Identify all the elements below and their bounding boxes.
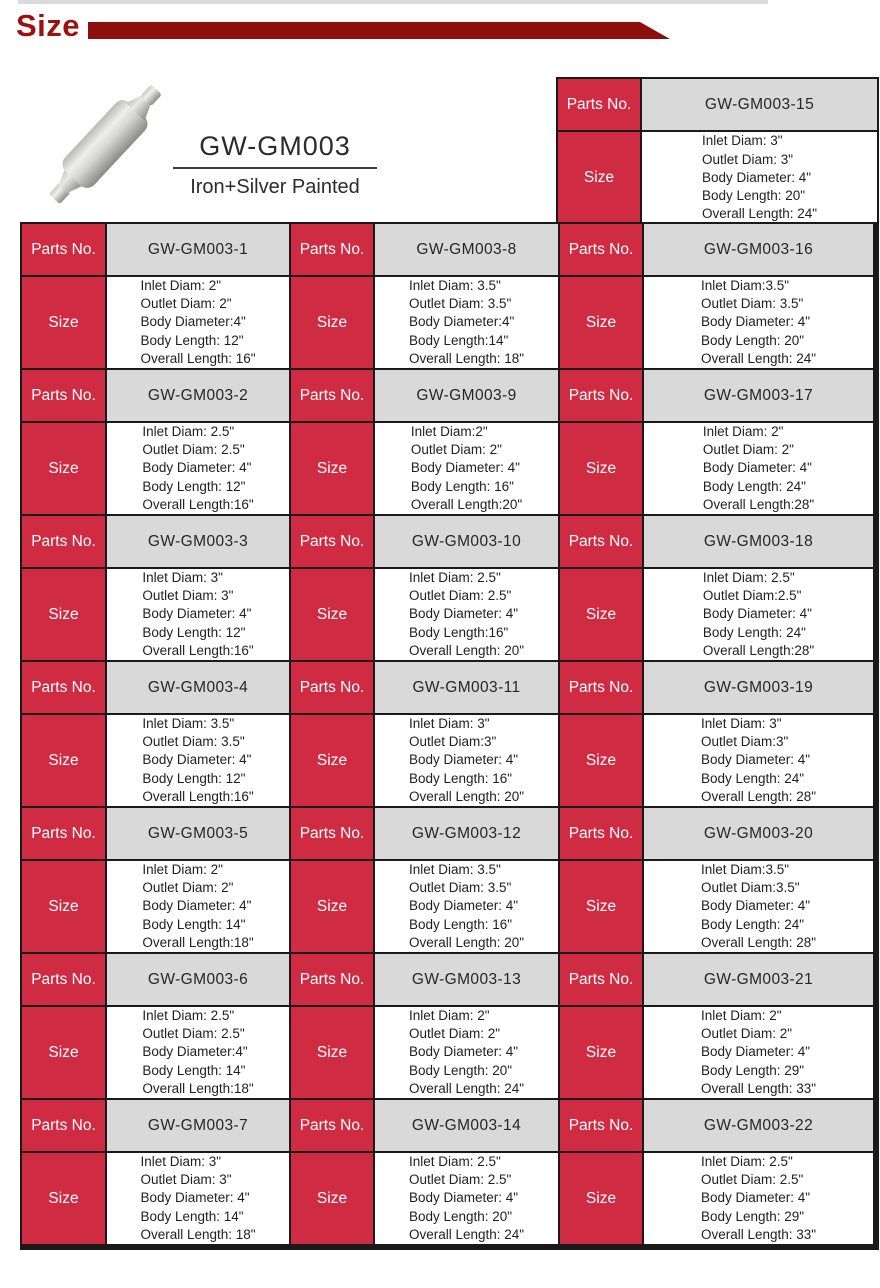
- parts-no-label-cell: Parts No.: [560, 224, 642, 275]
- spec-line: Body Diameter: 4": [140, 1190, 250, 1206]
- spec-line: Body Diameter: 4": [700, 314, 811, 330]
- spec-line: Inlet Diam:3.5": [700, 861, 790, 877]
- spec-line: Inlet Diam: 2": [140, 277, 222, 293]
- model-underline: [173, 167, 377, 169]
- spec-line: Inlet Diam: 3": [700, 715, 782, 731]
- parts-no-label-cell: Parts No.: [291, 662, 373, 713]
- spec-lines: [701, 277, 816, 368]
- size-specs-cell: [375, 423, 558, 514]
- size-specs-cell: [644, 569, 873, 660]
- spec-line: Body Diameter:4": [140, 314, 246, 330]
- size-specs-cell: [375, 569, 558, 660]
- spec-line: Overall Length: 24": [408, 1226, 525, 1242]
- spec-line: Outlet Diam: 3.5": [700, 296, 804, 312]
- spec-line: Body Diameter: 4": [700, 898, 811, 914]
- size-label-cell: Size: [291, 1007, 373, 1098]
- spec-lines: [140, 277, 255, 368]
- spec-line: Outlet Diam: 3": [142, 588, 234, 604]
- spec-lines: [409, 569, 524, 660]
- spec-lines: [703, 569, 814, 660]
- spec-line: Outlet Diam: 2": [408, 1026, 501, 1042]
- size-specs-cell: [375, 861, 558, 952]
- size-label-cell: Size: [291, 423, 373, 514]
- spec-lines: [142, 715, 253, 806]
- spec-line: Body Length: 16": [408, 770, 513, 786]
- spec-line: Overall Length: 24": [701, 206, 818, 222]
- parts-no-label-cell: Parts No.: [291, 1100, 373, 1151]
- spec-lines: [142, 861, 253, 952]
- size-specs-cell: [107, 423, 289, 514]
- size-label-cell: Size: [560, 423, 642, 514]
- parts-no-label-cell: Parts No.: [22, 1100, 105, 1151]
- spec-line: Body Diameter:4": [142, 1044, 248, 1060]
- part-number-cell: GW-GM003-6: [107, 954, 289, 1005]
- spec-line: Body Length:14": [408, 332, 509, 348]
- spec-line: Outlet Diam: 3": [140, 1172, 232, 1188]
- spec-line: Overall Length:28": [702, 642, 815, 658]
- spec-line: Overall Length:18": [142, 1080, 254, 1096]
- product-title-block: [160, 131, 390, 199]
- parts-no-label-cell: Parts No.: [291, 516, 373, 567]
- spec-line: Overall Length: 20": [408, 934, 525, 950]
- spec-line: Body Length: 16": [410, 478, 514, 494]
- spec-line: Overall Length: 18": [140, 1226, 256, 1242]
- size-specs-cell: [644, 715, 873, 806]
- size-label-cell: Size: [558, 132, 640, 224]
- page-title: Size: [16, 8, 81, 43]
- spec-line: Body Length: 14": [140, 1208, 244, 1224]
- spec-line: Overall Length:16": [142, 496, 254, 512]
- spec-line: Overall Length: 33": [700, 1080, 817, 1096]
- parts-table: [20, 222, 879, 1250]
- spec-line: Body Length: 20": [408, 1062, 513, 1078]
- part-number-cell: GW-GM003-1: [107, 224, 289, 275]
- spec-line: Outlet Diam: 2.5": [142, 442, 245, 458]
- spec-line: Body Length: 24": [702, 478, 806, 494]
- spec-line: Inlet Diam: 3": [701, 133, 783, 149]
- size-label-cell: Size: [22, 1153, 105, 1244]
- size-specs-cell: [375, 1153, 558, 1244]
- spec-lines: [409, 1007, 524, 1098]
- part-number-cell: GW-GM003-10: [375, 516, 558, 567]
- part-number-cell: GW-GM003-18: [644, 516, 873, 567]
- spec-lines: [142, 1007, 253, 1098]
- parts-no-label-cell: Parts No.: [22, 662, 105, 713]
- product-material: Iron+Silver Painted: [190, 176, 360, 198]
- spec-line: Body Length: 24": [700, 770, 805, 786]
- size-label-cell: Size: [560, 1007, 642, 1098]
- spec-line: Outlet Diam: 2.5": [408, 1172, 512, 1188]
- spec-line: Body Length: 20": [701, 188, 806, 204]
- spec-line: Outlet Diam:3": [408, 734, 497, 750]
- part-number-cell: GW-GM003-8: [375, 224, 558, 275]
- spec-line: Overall Length: 20": [408, 788, 525, 804]
- spec-lines: [142, 423, 253, 514]
- spec-line: Outlet Diam: 2": [140, 296, 232, 312]
- spec-line: Outlet Diam: 3": [701, 151, 794, 167]
- spec-line: Overall Length:16": [142, 642, 254, 658]
- spec-line: Body Diameter: 4": [702, 460, 812, 476]
- spec-line: Body Length: 16": [408, 916, 513, 932]
- spec-lines: [701, 1007, 816, 1098]
- spec-line: Outlet Diam: 2": [410, 442, 502, 458]
- spec-line: Inlet Diam: 3": [408, 715, 490, 731]
- parts-no-label-cell: Parts No.: [22, 808, 105, 859]
- parts-no-label-cell: Parts No.: [22, 370, 105, 421]
- part-number-cell: GW-GM003-21: [644, 954, 873, 1005]
- size-label-cell: Size: [22, 715, 105, 806]
- size-specs-cell: [644, 277, 873, 368]
- size-label-cell: Size: [291, 715, 373, 806]
- spec-line: Body Diameter: 4": [408, 752, 519, 768]
- spec-line: Outlet Diam: 3.5": [142, 734, 245, 750]
- part-number-cell: GW-GM003-15: [642, 79, 877, 130]
- parts-no-label-cell: Parts No.: [560, 662, 642, 713]
- spec-line: Overall Length: 33": [700, 1226, 817, 1242]
- size-specs-cell: [644, 1007, 873, 1098]
- spec-line: Body Diameter: 4": [410, 460, 520, 476]
- size-label-cell: Size: [560, 715, 642, 806]
- spec-line: Body Length: 24": [700, 916, 805, 932]
- spec-lines: [701, 715, 816, 806]
- size-label-cell: Size: [560, 861, 642, 952]
- spec-lines: [703, 423, 814, 514]
- spec-line: Outlet Diam:3": [700, 734, 789, 750]
- parts-no-label-cell: Parts No.: [560, 1100, 642, 1151]
- spec-line: Inlet Diam: 3.5": [142, 715, 235, 731]
- size-specs-cell: [375, 1007, 558, 1098]
- spec-line: Outlet Diam: 2": [700, 1026, 793, 1042]
- featured-specs: [702, 132, 817, 223]
- spec-line: Outlet Diam:2.5": [702, 588, 802, 604]
- spec-line: Body Length: 20": [700, 332, 805, 348]
- spec-line: Body Diameter:4": [408, 314, 515, 330]
- parts-no-label-cell: Parts No.: [22, 516, 105, 567]
- spec-line: Body Diameter: 4": [702, 606, 812, 622]
- parts-no-label-cell: Parts No.: [560, 370, 642, 421]
- spec-line: Inlet Diam: 2": [702, 423, 784, 439]
- spec-line: Body Length: 12": [142, 478, 246, 494]
- size-label-cell: Size: [22, 423, 105, 514]
- size-label-cell: Size: [22, 277, 105, 368]
- spec-lines: [701, 861, 816, 952]
- spec-line: Body Diameter: 4": [408, 898, 519, 914]
- product-model: GW-GM003: [199, 131, 351, 161]
- part-number-cell: GW-GM003-17: [644, 370, 873, 421]
- part-number-cell: GW-GM003-14: [375, 1100, 558, 1151]
- size-specs-cell: [644, 861, 873, 952]
- spec-line: Body Length:16": [408, 624, 509, 640]
- spec-lines: [409, 1153, 524, 1244]
- part-number-cell: GW-GM003-5: [107, 808, 289, 859]
- size-specs-cell: [107, 1007, 289, 1098]
- spec-lines: [701, 1153, 816, 1244]
- spec-line: Inlet Diam: 2.5": [142, 423, 235, 439]
- parts-no-label-cell: Parts No.: [560, 516, 642, 567]
- spec-line: Inlet Diam: 2": [408, 1007, 490, 1023]
- part-number-cell: GW-GM003-7: [107, 1100, 289, 1151]
- parts-no-label-cell: Parts No.: [560, 808, 642, 859]
- size-specs-cell: [644, 423, 873, 514]
- size-label-cell: Size: [291, 861, 373, 952]
- spec-line: Body Diameter: 4": [142, 752, 252, 768]
- spec-line: Inlet Diam: 2": [700, 1007, 782, 1023]
- spec-line: Outlet Diam: 3.5": [408, 880, 512, 896]
- top-divider-line: [18, 0, 768, 4]
- parts-no-label-cell: Parts No.: [291, 954, 373, 1005]
- parts-no-label-cell: Parts No.: [22, 224, 105, 275]
- spec-line: Overall Length:20": [410, 496, 523, 512]
- parts-no-label-cell: Parts No.: [558, 79, 640, 130]
- size-specs-cell: [644, 1153, 873, 1244]
- spec-line: Inlet Diam: 2": [142, 861, 223, 877]
- spec-line: Overall Length: 24": [700, 350, 817, 366]
- spec-line: Body Diameter: 4": [700, 1190, 811, 1206]
- spec-line: Body Length: 29": [700, 1062, 805, 1078]
- part-number-cell: GW-GM003-9: [375, 370, 558, 421]
- spec-lines: [142, 569, 253, 660]
- size-label-cell: Size: [560, 1153, 642, 1244]
- part-number-cell: GW-GM003-2: [107, 370, 289, 421]
- size-specs-cell: [375, 277, 558, 368]
- featured-part-table: [556, 77, 879, 226]
- part-number-cell: GW-GM003-19: [644, 662, 873, 713]
- spec-line: Outlet Diam: 2.5": [700, 1172, 804, 1188]
- part-number-cell: GW-GM003-20: [644, 808, 873, 859]
- parts-no-label-cell: Parts No.: [560, 954, 642, 1005]
- spec-line: Overall Length: 16": [140, 350, 256, 366]
- part-number-cell: GW-GM003-4: [107, 662, 289, 713]
- size-label-cell: Size: [22, 569, 105, 660]
- parts-no-label-cell: Parts No.: [22, 954, 105, 1005]
- spec-line: Overall Length:16": [142, 788, 254, 804]
- spec-line: Outlet Diam:3.5": [700, 880, 800, 896]
- parts-no-label-cell: Parts No.: [291, 808, 373, 859]
- spec-line: Inlet Diam:3.5": [700, 277, 790, 293]
- spec-line: Overall Length:18": [142, 934, 254, 950]
- size-label-cell: Size: [560, 277, 642, 368]
- spec-line: Overall Length: 28": [700, 788, 817, 804]
- parts-no-label-cell: Parts No.: [291, 224, 373, 275]
- part-number-cell: GW-GM003-11: [375, 662, 558, 713]
- part-number-cell: GW-GM003-12: [375, 808, 558, 859]
- spec-lines: [409, 715, 524, 806]
- spec-lines: [140, 1153, 255, 1244]
- size-label-cell: Size: [291, 277, 373, 368]
- spec-line: Body Length: 20": [408, 1208, 513, 1224]
- spec-line: Body Length: 12": [142, 624, 246, 640]
- spec-line: Outlet Diam: 2.5": [142, 1026, 245, 1042]
- spec-line: Overall Length: 20": [408, 642, 525, 658]
- heading-accent-bar: [88, 22, 670, 39]
- muffler-product-image: [39, 76, 171, 213]
- spec-line: Outlet Diam: 2": [702, 442, 794, 458]
- spec-line: Inlet Diam: 2.5": [702, 569, 795, 585]
- spec-line: Body Diameter: 4": [142, 898, 252, 914]
- spec-line: Outlet Diam: 2": [142, 880, 234, 896]
- size-specs-cell: [107, 569, 289, 660]
- size-specs-cell: [107, 277, 289, 368]
- spec-line: Inlet Diam: 3.5": [408, 277, 501, 293]
- spec-line: Overall Length:28": [702, 496, 815, 512]
- size-label-cell: Size: [291, 569, 373, 660]
- spec-line: Inlet Diam: 2.5": [700, 1153, 793, 1169]
- size-label-cell: Size: [22, 1007, 105, 1098]
- spec-line: Overall Length: 24": [408, 1080, 525, 1096]
- spec-line: Inlet Diam: 2.5": [142, 1007, 235, 1023]
- spec-line: Inlet Diam:2": [410, 423, 488, 439]
- spec-line: Body Diameter: 4": [142, 606, 252, 622]
- part-number-cell: GW-GM003-16: [644, 224, 873, 275]
- size-specs-cell: [107, 715, 289, 806]
- size-label-cell: Size: [22, 861, 105, 952]
- spec-line: Body Length: 12": [142, 770, 246, 786]
- spec-line: Inlet Diam: 2.5": [408, 1153, 501, 1169]
- spec-line: Outlet Diam: 3.5": [408, 296, 512, 312]
- spec-lines: [411, 423, 522, 514]
- spec-line: Body Diameter: 4": [701, 169, 812, 185]
- size-specs-cell: [642, 132, 877, 224]
- spec-line: Inlet Diam: 2.5": [408, 569, 501, 585]
- spec-line: Body Diameter: 4": [142, 460, 252, 476]
- product-intro: [20, 75, 556, 222]
- spec-line: Overall Length: 18": [408, 350, 525, 366]
- part-number-cell: GW-GM003-3: [107, 516, 289, 567]
- spec-line: Body Diameter: 4": [408, 1190, 519, 1206]
- spec-line: Inlet Diam: 3.5": [408, 861, 501, 877]
- spec-line: Inlet Diam: 3": [142, 569, 223, 585]
- size-specs-cell: [375, 715, 558, 806]
- spec-line: Body Length: 12": [140, 332, 244, 348]
- part-number-cell: GW-GM003-13: [375, 954, 558, 1005]
- spec-line: Body Length: 14": [142, 1062, 246, 1078]
- part-number-cell: GW-GM003-22: [644, 1100, 873, 1151]
- size-label-cell: Size: [291, 1153, 373, 1244]
- spec-line: Body Diameter: 4": [700, 752, 811, 768]
- spec-line: Body Length: 24": [702, 624, 806, 640]
- spec-line: Inlet Diam: 3": [140, 1153, 222, 1169]
- spec-line: Outlet Diam: 2.5": [408, 588, 512, 604]
- spec-line: Body Length: 14": [142, 916, 246, 932]
- size-label-cell: Size: [560, 569, 642, 660]
- parts-no-label-cell: Parts No.: [291, 370, 373, 421]
- size-specs-cell: [107, 861, 289, 952]
- spec-line: Body Diameter: 4": [408, 1044, 519, 1060]
- spec-lines: [409, 861, 524, 952]
- spec-lines: [409, 277, 524, 368]
- spec-line: Body Diameter: 4": [700, 1044, 811, 1060]
- size-specs-cell: [107, 1153, 289, 1244]
- spec-line: Body Length: 29": [700, 1208, 805, 1224]
- spec-line: Overall Length: 28": [700, 934, 817, 950]
- spec-line: Body Diameter: 4": [408, 606, 519, 622]
